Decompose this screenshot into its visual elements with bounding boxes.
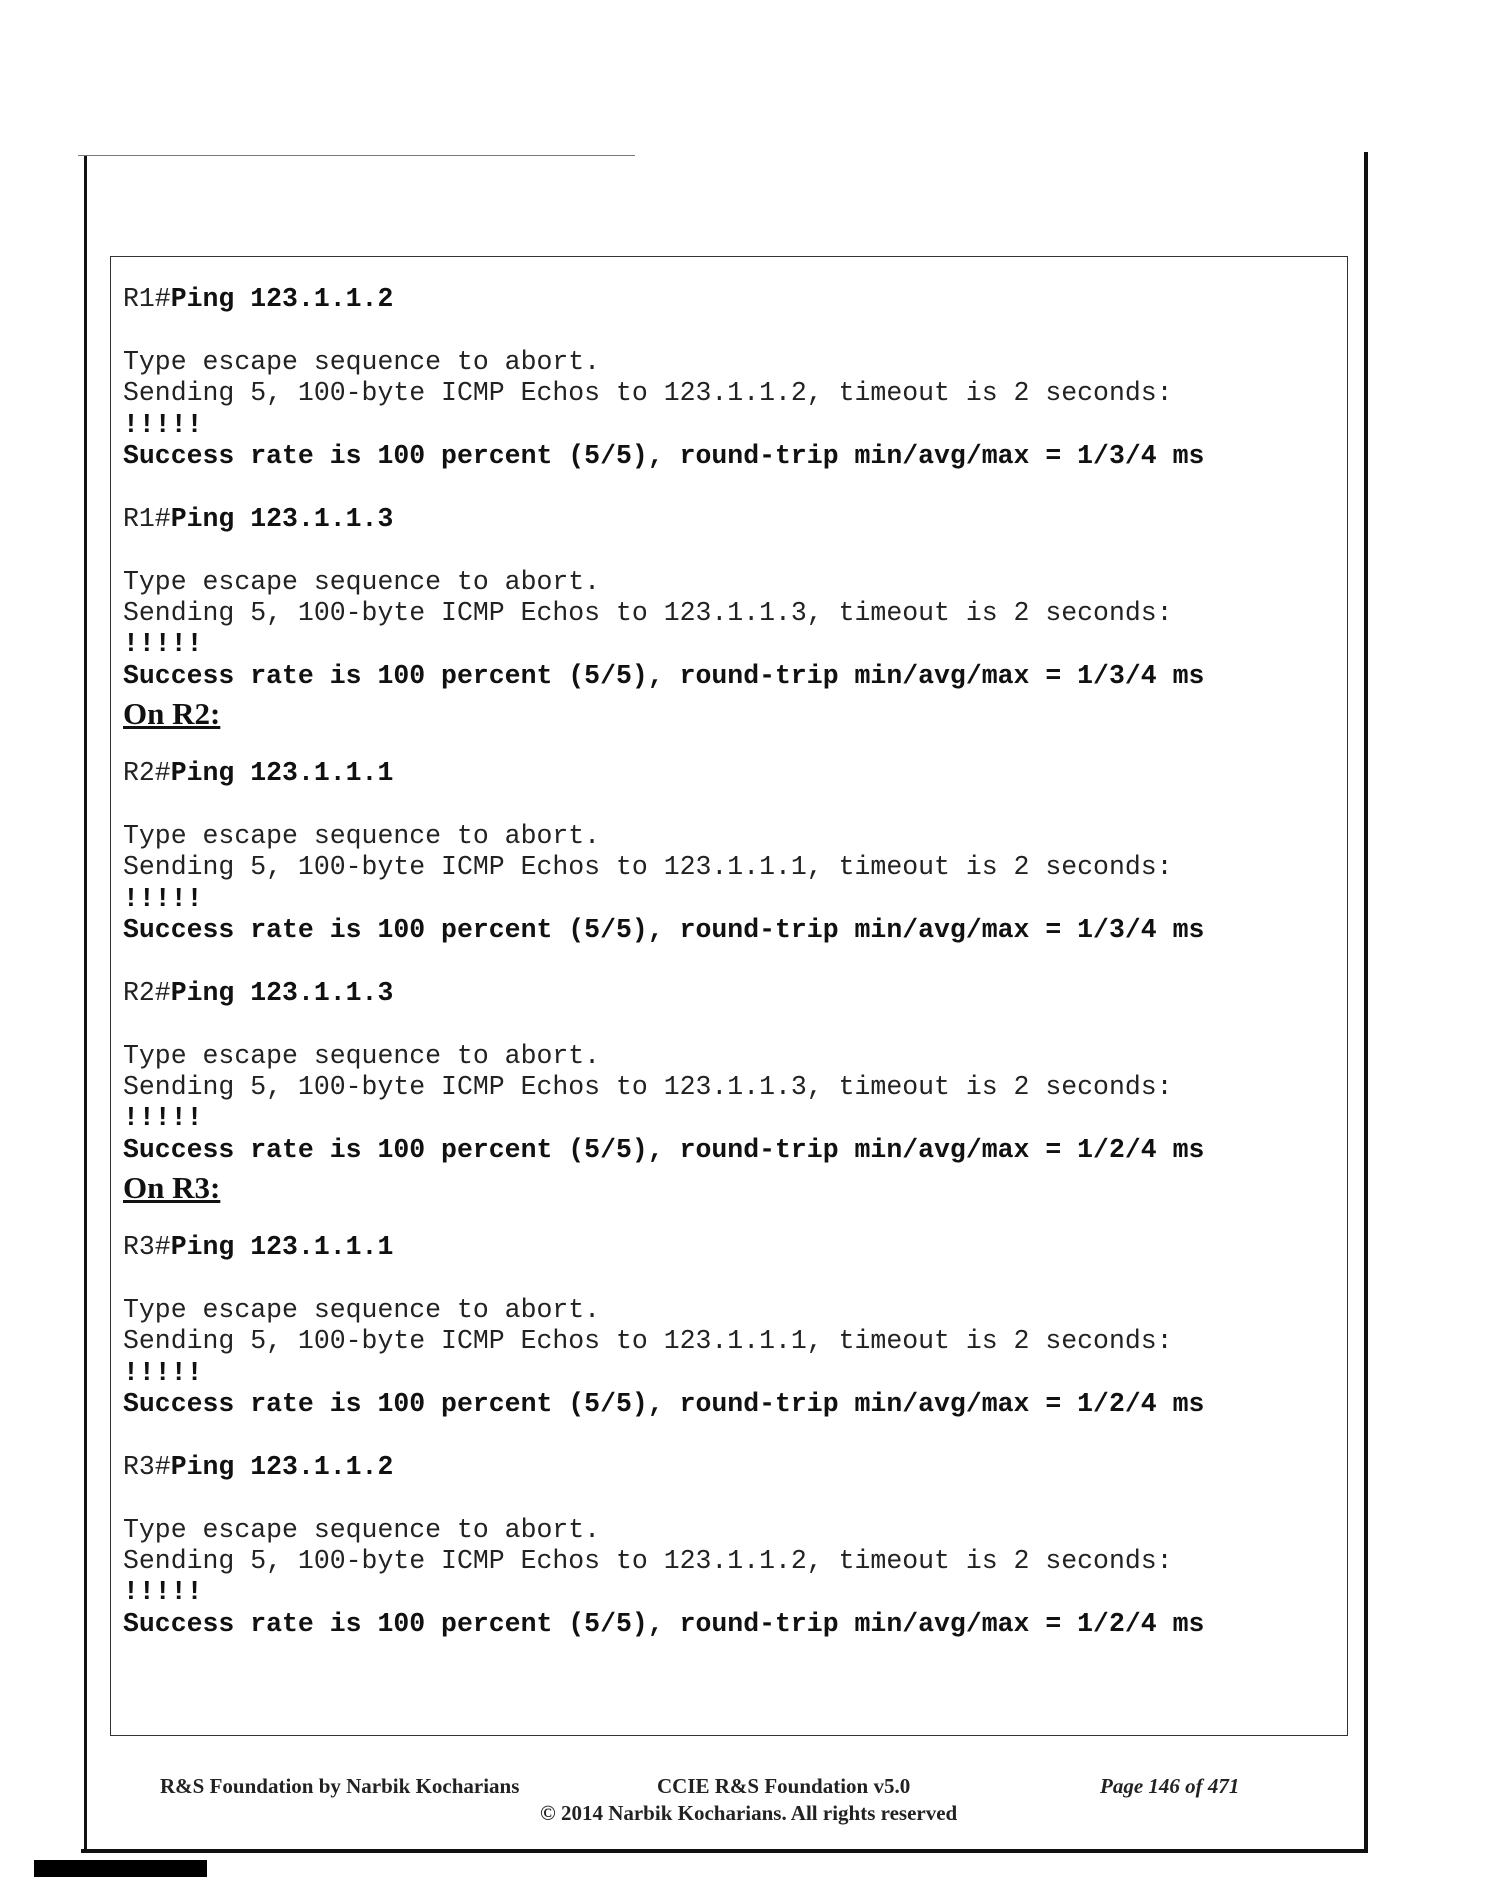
- prompt: R2#: [123, 758, 171, 789]
- output-line: Type escape sequence to abort.: [123, 820, 601, 851]
- ping-replies: !!!!!: [123, 629, 203, 660]
- blank-line: [123, 1009, 1204, 1040]
- blank-line: [123, 1421, 1204, 1452]
- output-line: Sending 5, 100-byte ICMP Echos to 123.1.1.2, timeout is 2 seconds:: [123, 378, 1173, 409]
- prompt: R2#: [123, 977, 171, 1008]
- output-line: Type escape sequence to abort.: [123, 1514, 601, 1545]
- ping-result: Success rate is 100 percent (5/5), round-trip min/avg/max = 1/3/4 ms: [123, 915, 1205, 946]
- footer-author: R&S Foundation by Narbik Kocharians: [160, 1774, 520, 1798]
- ping-replies: !!!!!: [123, 883, 203, 914]
- blank-line: [123, 1264, 1204, 1295]
- blank-line: [123, 946, 1204, 977]
- prompt: R3#: [123, 1451, 171, 1482]
- output-line: Type escape sequence to abort.: [123, 566, 601, 597]
- output-line: Sending 5, 100-byte ICMP Echos to 123.1.1.3, timeout is 2 seconds:: [123, 597, 1173, 628]
- ping-replies: !!!!!: [123, 1357, 203, 1388]
- output-line: Sending 5, 100-byte ICMP Echos to 123.1.1.1, timeout is 2 seconds:: [123, 1326, 1173, 1357]
- command-line: [123, 504, 1204, 535]
- page-border-bottom: [81, 1849, 1368, 1853]
- command-line: [123, 978, 1204, 1009]
- blank-line: [123, 315, 1204, 346]
- command: Ping 123.1.1.3: [170, 977, 394, 1008]
- footer-copyright: © 2014 Narbik Kocharians. All rights reserved: [540, 1801, 958, 1825]
- section-heading: On R3:: [123, 1170, 221, 1206]
- blank-line: [123, 789, 1204, 820]
- cli-output: [123, 284, 1204, 1640]
- page-border-left: [84, 156, 87, 1852]
- command-line: [123, 1452, 1204, 1483]
- command-line: [123, 1232, 1204, 1263]
- ping-replies: !!!!!: [123, 1577, 203, 1608]
- blank-line: [123, 535, 1204, 566]
- footer-page-number: Page 146 of 471: [1100, 1774, 1240, 1798]
- blank-line: [123, 472, 1204, 503]
- footer-title: CCIE R&S Foundation v5.0: [657, 1774, 911, 1798]
- ping-result: Success rate is 100 percent (5/5), round-trip min/avg/max = 1/2/4 ms: [123, 1389, 1205, 1420]
- prompt: R3#: [123, 1232, 171, 1263]
- section-heading: On R2:: [123, 696, 221, 732]
- ping-result: Success rate is 100 percent (5/5), round-trip min/avg/max = 1/2/4 ms: [123, 1608, 1205, 1639]
- ping-result: Success rate is 100 percent (5/5), round-trip min/avg/max = 1/3/4 ms: [123, 660, 1205, 691]
- prompt: R1#: [123, 503, 171, 534]
- blank-line: [123, 1483, 1204, 1514]
- output-line: Type escape sequence to abort.: [123, 346, 601, 377]
- ping-result: Success rate is 100 percent (5/5), round-trip min/avg/max = 1/2/4 ms: [123, 1134, 1205, 1165]
- output-line: Type escape sequence to abort.: [123, 1040, 601, 1071]
- output-line: Sending 5, 100-byte ICMP Echos to 123.1.1.3, timeout is 2 seconds:: [123, 1071, 1173, 1102]
- ping-result: Success rate is 100 percent (5/5), round-trip min/avg/max = 1/3/4 ms: [123, 440, 1205, 471]
- command: Ping 123.1.1.2: [170, 284, 394, 314]
- command: Ping 123.1.1.1: [170, 758, 394, 789]
- command: Ping 123.1.1.2: [170, 1451, 394, 1482]
- output-line: Type escape sequence to abort.: [123, 1294, 601, 1325]
- command-line: [123, 758, 1204, 789]
- command-line: [123, 284, 1204, 315]
- page-border-right: [1364, 152, 1368, 1852]
- top-rule: [78, 155, 635, 156]
- ping-replies: !!!!!: [123, 409, 203, 440]
- output-line: Sending 5, 100-byte ICMP Echos to 123.1.1.2, timeout is 2 seconds:: [123, 1546, 1173, 1577]
- command: Ping 123.1.1.1: [170, 1232, 394, 1263]
- command: Ping 123.1.1.3: [170, 503, 394, 534]
- scan-mark: [34, 1860, 207, 1877]
- output-line: Sending 5, 100-byte ICMP Echos to 123.1.1.1, timeout is 2 seconds:: [123, 852, 1173, 883]
- prompt: R1#: [123, 284, 171, 314]
- ping-replies: !!!!!: [123, 1103, 203, 1134]
